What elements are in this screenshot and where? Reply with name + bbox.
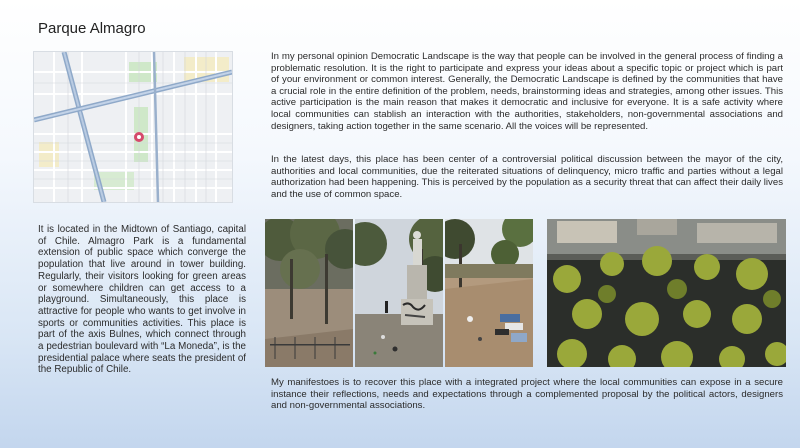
- park-photo-monument: [355, 219, 443, 367]
- democratic-landscape-paragraph: In my personal opinion Democratic Landscape is the way that people can be involved in the general process of finding a problematic resolution. It is the right to participate and express your ideas about a specific topic or project which is part of your environment or common interest. Generally, the Democratic Landscape is defined by the communities that have a crucial role in the entire definition of the problem, needs, brainstorming ideas and strategies, among other issues. This active participation is the main reason that makes it democratic and inclusive for everyone. It is a safe activity where local communities can stablish an interaction with the authorities, stakeholders, non-governmental associations and designers, taking action together in the same scenario. All the voices will be represented.: [271, 51, 783, 132]
- latest-days-paragraph: In the latest days, this place has been center of a controversial political discussion between the mayor of the city, authorities and local communities, due the reiterated situations of delinquency, micro traffic and parties without a legal authorization had been happening. This is perceived by the population as a security threat that can affect their daily lives and the use of common space.: [271, 154, 783, 200]
- park-photo-trash: [445, 219, 533, 367]
- manifesto-paragraph: My manifestoes is to recover this place with a integrated project where the local communities can expose in a secure instance their reflections, needs and expectations through a complemented proposal by the political actors, designers and non-governmental associations.: [271, 377, 783, 412]
- location-map: [33, 51, 233, 203]
- park-photo-aerial-crowd: [547, 219, 786, 367]
- page-title: Parque Almagro: [38, 20, 146, 37]
- location-paragraph: It is located in the Midtown of Santiago, capital of Chile. Almagro Park is a fundamental extension of public space which converge the population that live around in tower building. Regularly, their visitors looking for green areas or somewhere children can get access to a playground. Simultaneously, this place is attractive for people who wants to get involve in sports or communities activities. This place is part of the axis Bulnes, which connect through a pedestrian boulevard with “La Moneda”, is the presidential palace where seats the president of the Republic of Chile.: [38, 224, 246, 376]
- park-photo-trees: [265, 219, 353, 367]
